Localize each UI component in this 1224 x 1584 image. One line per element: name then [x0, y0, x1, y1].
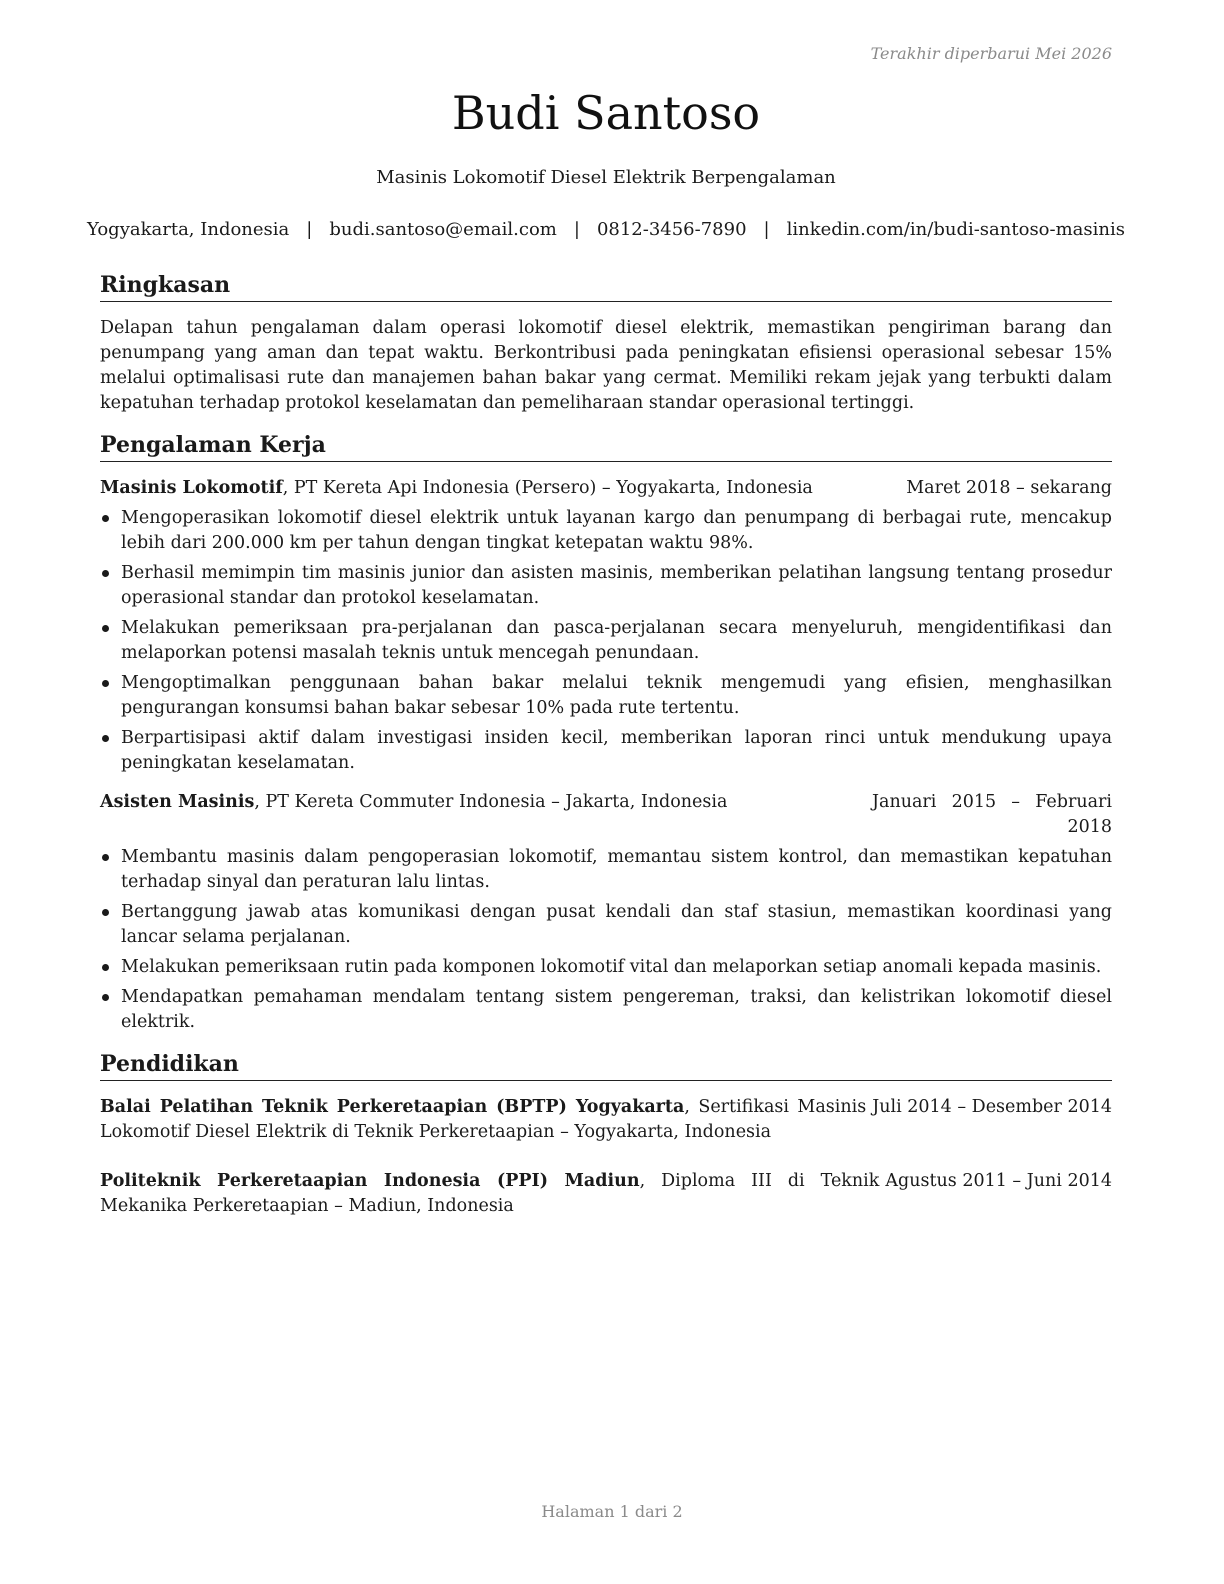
list-item	[100, 955, 1112, 980]
list-item	[100, 506, 1112, 556]
bullet-text: Mengoptimalkan penggunaan bahan bakar melalui teknik mengemudi yang efisien, menghasilkan pengurangan konsumsi bahan bakar sebesar 10% pada rute tertentu.	[121, 673, 1112, 718]
bullet-text: Berhasil memimpin tim masinis junior dan asisten masinis, memberikan pelatihan langsung tentang prosedur operasional standar dan protokol keselamatan.	[121, 563, 1112, 608]
job-organization: , PT Kereta Api Indonesia (Persero) – Yogyakarta, Indonesia	[282, 478, 813, 498]
list-item	[100, 616, 1112, 666]
job-role: Masinis Lokomotif	[100, 478, 283, 498]
bullet-icon	[102, 909, 109, 916]
bullet-text: Mendapatkan pemahaman mendalam tentang sistem pengereman, traksi, dan kelistrikan lokomotif diesel elektrik.	[121, 987, 1112, 1032]
bullet-icon	[102, 994, 109, 1001]
bullet-icon	[102, 680, 109, 687]
education-description	[100, 1095, 866, 1145]
education-dates: Juli 2014 – Desember 2014	[872, 1097, 1112, 1117]
candidate-name: Budi Santoso	[451, 86, 761, 140]
job-entry	[100, 790, 1112, 1035]
bullet-icon	[102, 854, 109, 861]
contact-separator: |	[763, 219, 770, 240]
bullet-icon	[102, 625, 109, 632]
bullet-text: Mengoperasikan lokomotif diesel elektrik untuk layanan kargo dan penumpang di berbagai rute, mencakup lebih dari 200.000 km per tahun dengan tingkat ketepatan waktu 98%.	[121, 508, 1112, 553]
list-item	[100, 900, 1112, 950]
bullet-icon	[102, 735, 109, 742]
job-title-line	[100, 476, 906, 501]
bullet-text: Bertanggung jawab atas komunikasi dengan pusat kendali dan staf stasiun, memastikan koordinasi yang lancar selama perjalanan.	[121, 902, 1112, 947]
bullet-text: Melakukan pemeriksaan pra-perjalanan dan pasca-perjalanan secara menyeluruh, mengidentifikasi dan melaporkan potensi masalah teknis untuk mencegah penundaan.	[121, 618, 1112, 663]
contact-phone: 0812-3456-7890	[596, 219, 747, 240]
list-item	[100, 726, 1112, 776]
summary-text: Delapan tahun pengalaman dalam operasi lokomotif diesel elektrik, memastikan pengiriman barang dan penumpang yang aman dan tepat waktu. Berkontribusi pada peningkatan efisiensi operasional sebesar 15% melalui optimalisasi rute dan manajemen bahan bakar yang cermat. Memiliki rekam jejak yang terbukti dalam kepatuhan terhadap protokol keselamatan dan pemeliharaan standar operasional tertinggi.	[100, 318, 1112, 413]
list-item	[100, 985, 1112, 1035]
contact-separator: |	[573, 219, 580, 240]
education-section	[100, 1049, 1112, 1219]
education-dates: Agustus 2011 – Juni 2014	[885, 1171, 1112, 1191]
job-header	[100, 476, 1112, 501]
candidate-headline: Masinis Lokomotif Diesel Elektrik Berpengalaman	[376, 167, 836, 188]
job-bullets	[100, 845, 1112, 1035]
section-title-experience: Pengalaman Kerja	[100, 430, 1112, 462]
section-title-education: Pendidikan	[100, 1049, 1112, 1081]
contact-separator: |	[306, 219, 313, 240]
bullet-icon	[102, 515, 109, 522]
education-detail: , Sertifikasi Masinis Lokomotif Diesel Elektrik di Teknik Perkeretaapian – Yogyakarta, Indonesia	[100, 1097, 867, 1142]
bullet-icon	[102, 964, 109, 971]
summary-section	[100, 270, 1112, 416]
job-dates: Januari 2015 – Februari 2018	[872, 792, 1112, 837]
education-entry	[100, 1095, 1112, 1145]
contact-line	[87, 219, 1125, 240]
bullet-text: Melakukan pemeriksaan rutin pada komponen lokomotif vital dan melaporkan setiap anomali kepada masinis.	[121, 957, 1102, 977]
bullet-text: Berpartisipasi aktif dalam investigasi insiden kecil, memberikan laporan rinci untuk mendukung upaya peningkatan keselamatan.	[121, 728, 1112, 773]
job-header	[100, 790, 1112, 840]
education-detail: , Diploma III di Teknik Mekanika Perkeretaapian – Madiun, Indonesia	[100, 1171, 880, 1216]
job-title-line	[100, 790, 872, 815]
list-item	[100, 561, 1112, 611]
education-description	[100, 1169, 879, 1219]
education-entry	[100, 1169, 1112, 1219]
job-entry	[100, 476, 1112, 776]
education-school: Balai Pelatihan Teknik Perkeretaapian (BPTP) Yogyakarta	[100, 1097, 685, 1117]
contact-email[interactable]: budi.santoso@email.com	[329, 219, 557, 240]
job-dates: Maret 2018 – sekarang	[906, 478, 1112, 498]
bullet-icon	[102, 570, 109, 577]
section-title-summary: Ringkasan	[100, 270, 1112, 302]
last-updated-note: Terakhir diperbarui Mei 2026	[870, 44, 1112, 63]
list-item	[100, 845, 1112, 895]
job-organization: , PT Kereta Commuter Indonesia – Jakarta, Indonesia	[254, 792, 728, 812]
contact-location: Yogyakarta, Indonesia	[87, 219, 290, 240]
job-bullets	[100, 506, 1112, 776]
contact-linkedin[interactable]: linkedin.com/in/budi-santoso-masinis	[786, 219, 1125, 240]
education-school: Politeknik Perkeretaapian Indonesia (PPI) Madiun	[100, 1171, 640, 1191]
experience-section	[100, 430, 1112, 1035]
job-role: Asisten Masinis	[100, 792, 255, 812]
bullet-text: Membantu masinis dalam pengoperasian lokomotif, memantau sistem kontrol, dan memastikan kepatuhan terhadap sinyal dan peraturan lalu lintas.	[121, 847, 1112, 892]
page-number: Halaman 1 dari 2	[541, 1502, 683, 1521]
list-item	[100, 671, 1112, 721]
resume-content	[100, 270, 1112, 1233]
